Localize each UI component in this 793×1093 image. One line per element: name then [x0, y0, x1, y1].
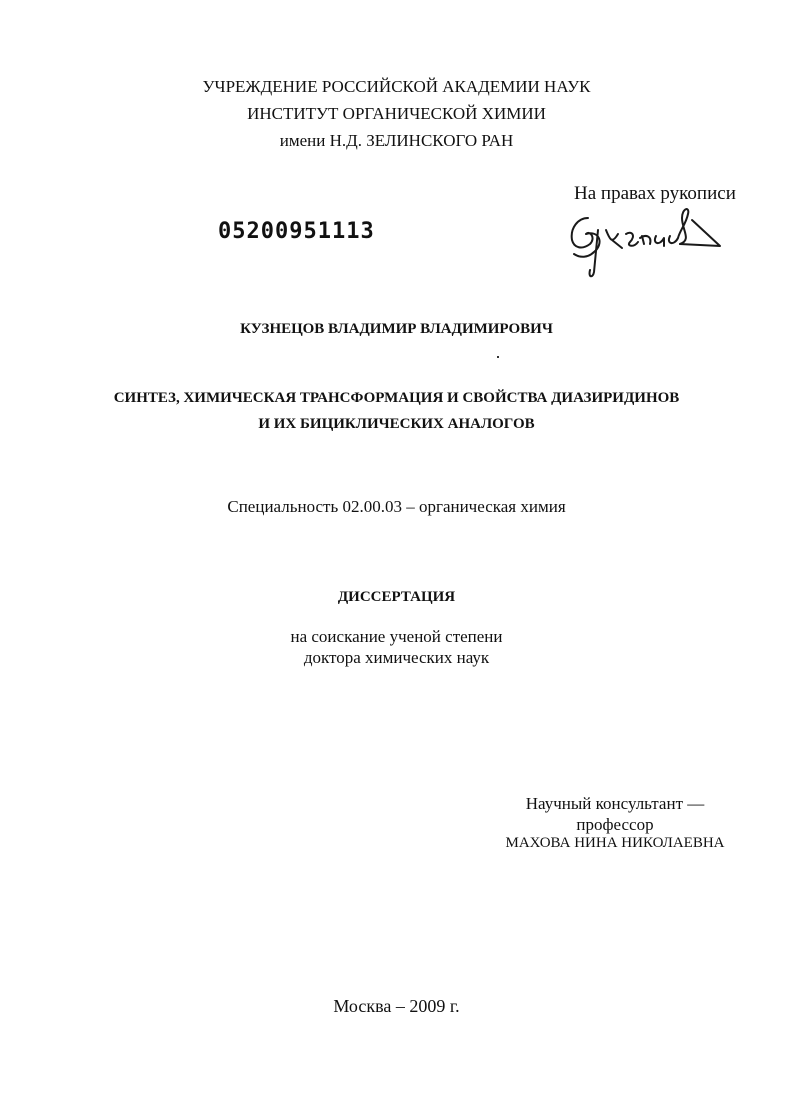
author-name: КУЗНЕЦОВ ВЛАДИМИР ВЛАДИМИРОВИЧ — [240, 321, 553, 337]
place-and-year: Москва – 2009 г. — [333, 996, 460, 1016]
consultant-role: Научный консультант — — [525, 794, 705, 813]
consultant-title: профессор — [576, 815, 654, 834]
title-line-2: И ИХ БИЦИКЛИЧЕСКИХ АНАЛОГОВ — [258, 416, 535, 432]
degree-line-2: доктора химических наук — [303, 648, 490, 667]
institution-line-1: УЧРЕЖДЕНИЕ РОССИЙСКОЙ АКАДЕМИИ НАУК — [202, 77, 591, 96]
serial-number: 052009511 — [218, 219, 347, 244]
degree-line-1: на соискание ученой степени — [290, 627, 503, 646]
institution-line-2: ИНСТИТУТ ОРГАНИЧЕСКОЙ ХИМИИ — [247, 104, 546, 123]
title-line-1: СИНТЕЗ, ХИМИЧЕСКАЯ ТРАНСФОРМАЦИЯ И СВОЙСТВА ДИАЗИРИДИНОВ — [113, 390, 680, 406]
stray-dot — [497, 356, 499, 358]
document-type: ДИССЕРТАЦИЯ — [337, 589, 456, 605]
handwritten-signature — [560, 200, 725, 280]
specialty: Специальность 02.00.03 – органическая химия — [227, 497, 566, 516]
serial-suffix: 13 — [346, 219, 375, 244]
manuscript-note: На правах рукописи — [574, 183, 736, 204]
consultant-name: МАХОВА НИНА НИКОЛАЕВНА — [505, 835, 725, 851]
serial-number-stamp — [218, 219, 375, 244]
institution-line-3: имени Н.Д. ЗЕЛИНСКОГО РАН — [279, 131, 514, 150]
